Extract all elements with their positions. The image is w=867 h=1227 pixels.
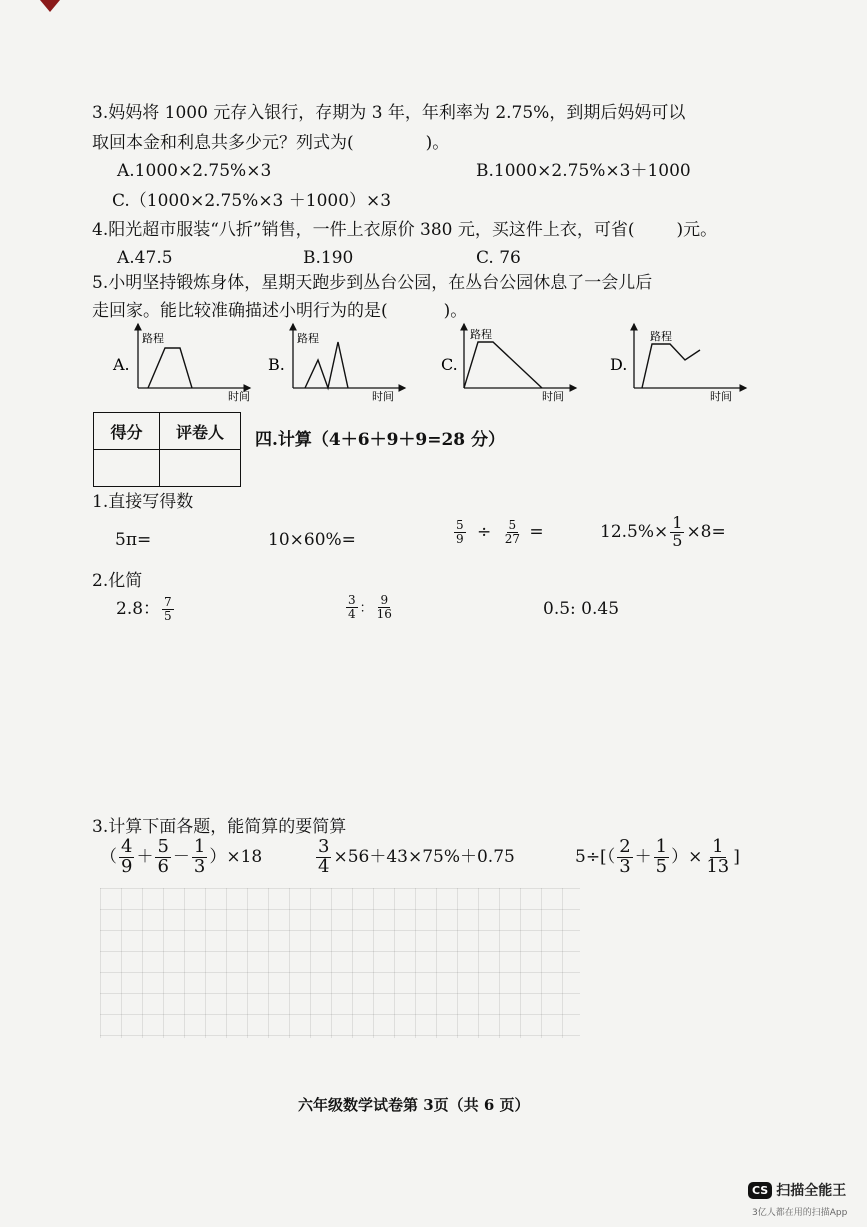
sub1-expr2: 10×60%= — [268, 530, 356, 550]
frac: $\frac{9}{16}$ — [376, 593, 392, 621]
frac: $\frac{4}{9}$ — [121, 836, 133, 877]
sub2-title: 2.化简 — [92, 571, 143, 591]
q5-stem-end: )。 — [443, 301, 468, 321]
q3-option-c: C.（1000×2.75%×3 ＋1000）×3 — [112, 191, 392, 211]
sub1-expr3: $\frac{5}{9}$ ÷ $\frac{5}{27}$ = — [456, 518, 544, 546]
section4-title: 四.计算（4＋6＋9＋9=28 分） — [255, 430, 506, 450]
grader-cell[interactable] — [160, 450, 241, 487]
frac: $\frac{5}{27}$ — [504, 518, 520, 546]
graph-d[interactable] — [610, 324, 746, 403]
graph-a-xlabel: 时间 — [228, 390, 250, 403]
corner-mark — [40, 0, 60, 12]
frac: $\frac{5}{9}$ — [456, 518, 464, 546]
q5-line1: 5.小明坚持锻炼身体，星期天跑步到丛台公园，在丛台公园休息了一会儿后 — [92, 273, 653, 293]
q4-line — [92, 215, 717, 245]
q4-stem-end: )元。 — [676, 220, 718, 240]
q4-option-a: A.47.5 — [117, 248, 173, 268]
sub3-expr1: （ $\frac{4}{9}$ ＋ $\frac{5}{6}$ － $\frac{1}{3}$ ）×18 — [100, 836, 263, 877]
q3-option-b: B.1000×2.75%×3＋1000 — [476, 161, 691, 181]
q3-stem-end: )。 — [425, 133, 450, 153]
frac: $\frac{1}{5}$ — [672, 513, 683, 550]
frac: $\frac{7}{5}$ — [164, 595, 172, 623]
frac: $\frac{1}{5}$ — [655, 836, 668, 877]
q3-option-a: A.1000×2.75%×3 — [117, 161, 272, 181]
sub2-expr1: 2.8： $\frac{7}{5}$ — [116, 595, 172, 623]
frac: $\frac{2}{3}$ — [619, 836, 631, 877]
sub3-expr3: 5÷[（ $\frac{2}{3}$ ＋ $\frac{1}{5}$ ）× $\frac{1}{13}$ ] — [575, 836, 740, 877]
sub1-title: 1.直接写得数 — [92, 492, 194, 512]
graph-d-xlabel: 时间 — [710, 390, 732, 403]
q4-stem: 4.阳光超市服装“八折”销售，一件上衣原价 380 元，买这件上衣，可省( — [92, 220, 635, 240]
q3-stem: 取回本金和利息共多少元？列式为( — [92, 133, 354, 153]
graph-b-xlabel: 时间 — [372, 390, 394, 403]
q3-line1: 3.妈妈将 1000 元存入银行，存期为 3 年，年利率为 2.75%，到期后妈妈可以 — [92, 103, 686, 123]
score-header: 得分 — [94, 413, 160, 450]
frac: $\frac{5}{6}$ — [157, 836, 169, 877]
graph-a-label: A. — [113, 355, 130, 374]
sub2-expr2: $\frac{3}{4}$ ： $\frac{9}{16}$ — [348, 593, 392, 621]
sub3-title: 3.计算下面各题，能简算的要简算 — [92, 817, 347, 837]
graph-b-ylabel: 路程 — [297, 332, 319, 345]
graph-d-label: D. — [610, 355, 628, 374]
grader-header: 评卷人 — [160, 413, 241, 450]
sub1-expr1: 5π= — [115, 530, 152, 550]
score-table — [93, 412, 241, 487]
score-cell[interactable] — [94, 450, 160, 487]
q5-graphs — [110, 322, 810, 402]
sub2-expr3: 0.5: 0.45 — [543, 599, 620, 619]
graph-a[interactable] — [112, 324, 250, 403]
sub3-expr2: $\frac{3}{4}$ ×56＋43×75%＋0.75 — [318, 836, 515, 877]
q5-stem: 走回家。能比较准确描述小明行为的是( — [92, 301, 388, 321]
page-footer: 六年级数学试卷第 3页（共 6 页） — [298, 1096, 530, 1114]
frac: $\frac{1}{3}$ — [193, 836, 206, 877]
graph-c-xlabel: 时间 — [542, 390, 564, 403]
q5-graph-svg — [110, 322, 810, 402]
scanner-tagline: 3亿人都在用的扫描App — [752, 1208, 848, 1218]
scanner-app-name: 扫描全能王 — [776, 1183, 847, 1199]
graph-c-label: C. — [441, 355, 458, 374]
graph-b-label: B. — [268, 355, 285, 374]
frac: $\frac{3}{4}$ — [318, 836, 330, 877]
sub1-expr4: 12.5%× $\frac{1}{5}$ ×8= — [600, 513, 726, 550]
graph-c-ylabel: 路程 — [470, 328, 492, 341]
frac: $\frac{3}{4}$ — [348, 593, 356, 621]
bleed-grid — [100, 888, 580, 1038]
frac: $\frac{1}{13}$ — [706, 836, 730, 877]
scanner-logo-icon: CS — [748, 1182, 772, 1199]
q4-option-c: C. 76 — [476, 248, 521, 268]
graph-b[interactable] — [268, 324, 405, 403]
graph-a-ylabel: 路程 — [142, 332, 164, 345]
q4-option-b: B.190 — [303, 248, 354, 268]
graph-c[interactable] — [441, 324, 576, 403]
graph-d-ylabel: 路程 — [650, 330, 672, 343]
scanner-watermark — [748, 1180, 846, 1200]
q3-line2 — [92, 128, 449, 158]
